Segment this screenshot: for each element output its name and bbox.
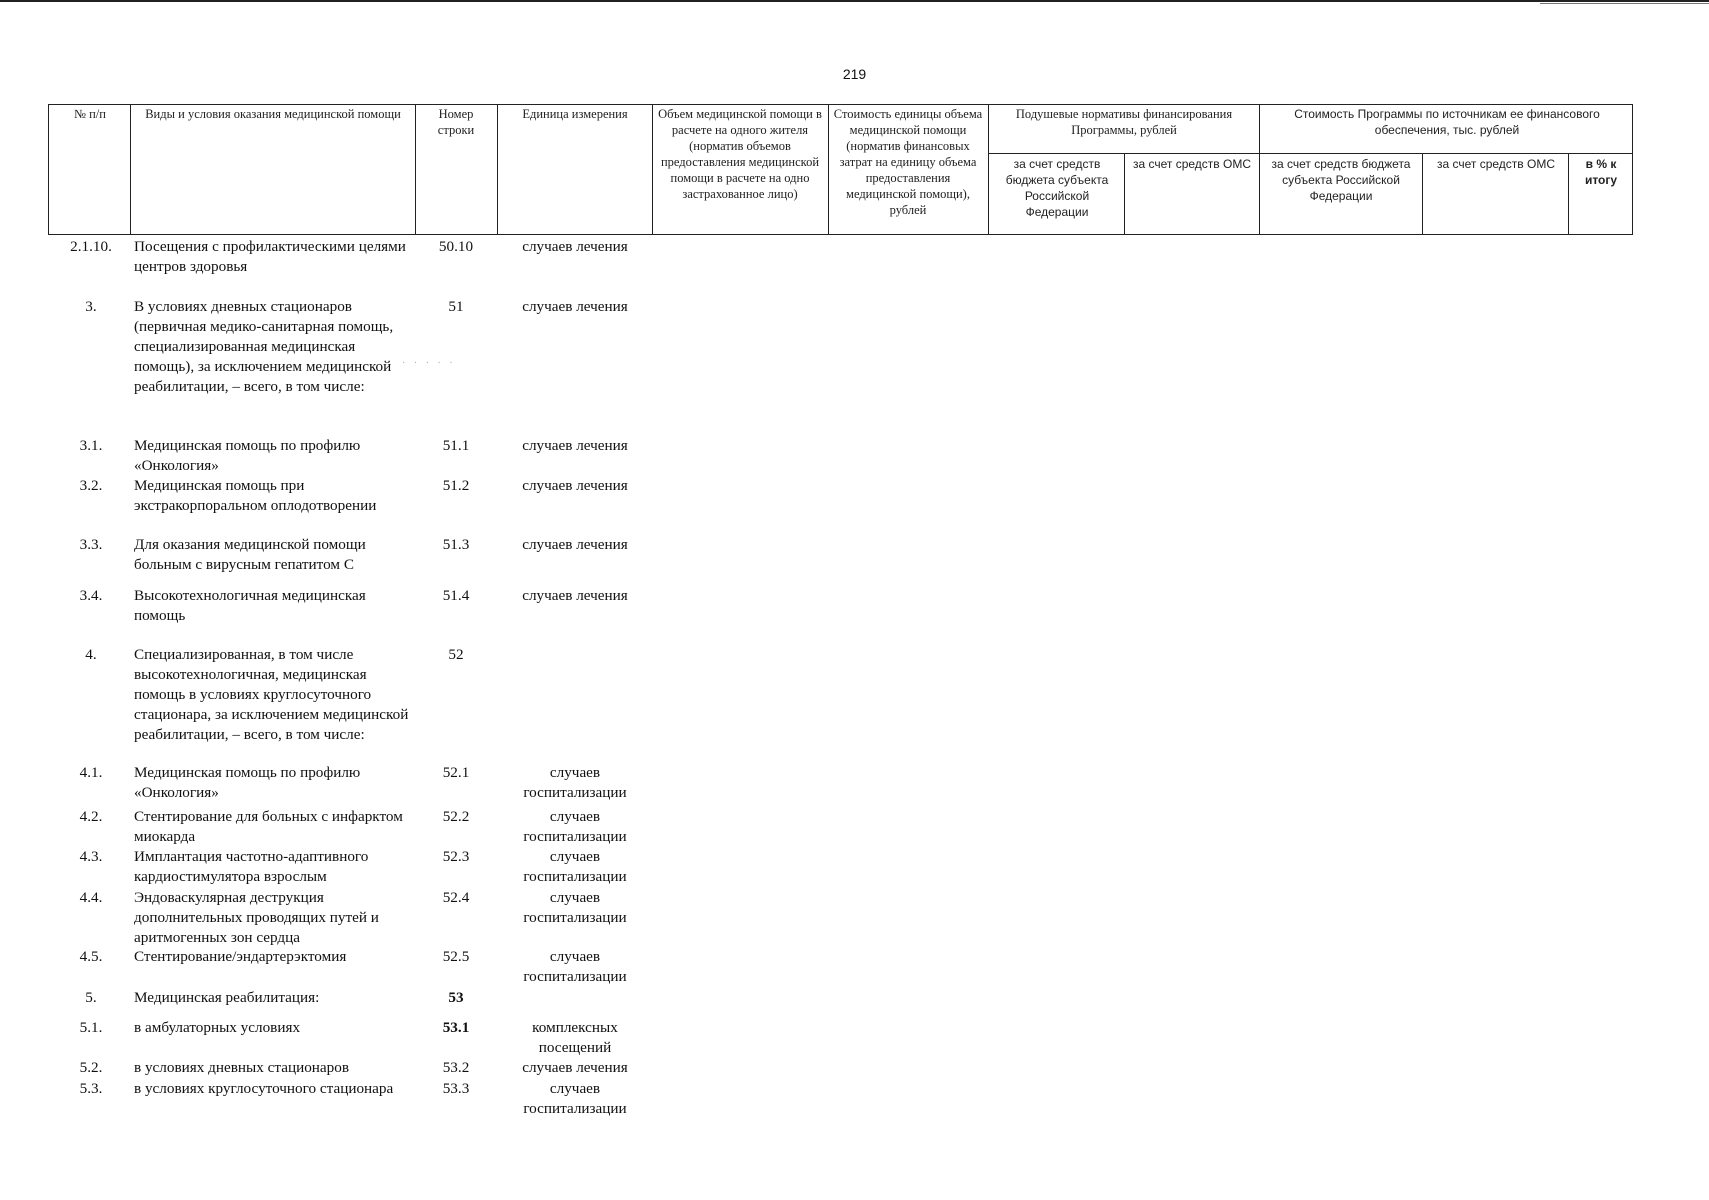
- row-unit: случаев госпитализации: [523, 889, 627, 926]
- top-border-line: [0, 0, 1709, 2]
- row-line: 52.2: [442, 808, 470, 825]
- row-name: Посещения с профилактическими целями центров здоровья: [134, 238, 406, 275]
- row-unit: случаев лечения: [522, 536, 628, 553]
- row-number: 5.2.: [79, 1059, 103, 1076]
- row-number: 4.1.: [79, 764, 103, 781]
- row-number: 4.3.: [79, 848, 103, 865]
- row-line: 51: [448, 298, 464, 315]
- row-line: 53: [448, 989, 464, 1006]
- row-name: Для оказания медицинской помощи больным с вирусным гепатитом С: [134, 536, 366, 573]
- row-name: Медицинская помощь по профилю «Онкология»: [134, 437, 361, 474]
- row-line: 50.10: [438, 238, 474, 255]
- row-line: 51.2: [442, 477, 470, 494]
- row-number: 5.: [85, 989, 97, 1006]
- header-divider: [415, 104, 416, 235]
- row-line: 52.4: [442, 889, 470, 906]
- header-divider: [988, 104, 989, 235]
- row-number: 2.1.10.: [70, 238, 112, 255]
- row-name: В условиях дневных стационаров (первичная медико-санитарная помощь, специализированная медицинская помощь), за исключением медицинской реабилитации, – всего, в том числе:: [134, 298, 394, 395]
- header-cost-percent: в % к итогу: [1584, 157, 1618, 187]
- scan-speckle: · · · · ·: [402, 358, 456, 369]
- row-unit: случаев госпитализации: [523, 808, 627, 845]
- header-divider: [497, 104, 498, 235]
- row-line: 51.4: [442, 587, 470, 604]
- row-unit: случаев госпитализации: [523, 948, 627, 985]
- row-name: Медицинская помощь при экстракорпоральном оплодотворении: [134, 477, 377, 514]
- header-divider: [130, 104, 131, 235]
- row-unit: случаев лечения: [522, 587, 628, 604]
- row-number: 4.: [85, 646, 97, 663]
- header-subdivider: [1124, 153, 1125, 235]
- header-volume: Объем медицинской помощи в расчете на одного жителя (норматив объемов предоставления медицинской помощи в расчете на одно застрахованное лицо): [658, 107, 822, 201]
- row-number: 4.2.: [79, 808, 103, 825]
- row-line: 51.3: [442, 536, 470, 553]
- row-name: Специализированная, в том числе высокотехнологичная, медицинская помощь в условиях круглосуточного стационара, за исключением медицинской реабилитации, – всего, в том числе:: [134, 646, 409, 743]
- row-name: Эндоваскулярная деструкция дополнительных проводящих путей и аритмогенных зон сердца: [134, 889, 379, 946]
- row-unit: случаев лечения: [522, 437, 628, 454]
- header-line: Номер строки: [437, 107, 475, 137]
- row-line: 53.1: [442, 1019, 470, 1036]
- row-unit: случаев госпитализации: [523, 848, 627, 885]
- row-line: 52: [448, 646, 464, 663]
- row-line: 52.5: [442, 948, 470, 965]
- row-name: в амбулаторных условиях: [134, 1019, 301, 1036]
- header-group-underline: [988, 153, 1633, 154]
- header-unit: Единица измерения: [522, 107, 628, 121]
- row-name: Имплантация частотно-адаптивного кардиостимулятора взрослым: [134, 848, 369, 885]
- row-line: 52.1: [442, 764, 470, 781]
- top-border-line-secondary: [1540, 3, 1709, 4]
- row-name: Стентирование для больных с инфарктом миокарда: [134, 808, 403, 845]
- row-number: 3.3.: [79, 536, 103, 553]
- row-number: 4.4.: [79, 889, 103, 906]
- row-unit: комплексных посещений: [532, 1019, 618, 1056]
- header-divider: [652, 104, 653, 235]
- row-number: 3.2.: [79, 477, 103, 494]
- header-kind: Виды и условия оказания медицинской помощи: [145, 107, 401, 121]
- row-unit: случаев лечения: [522, 298, 628, 315]
- header-cost: Стоимость единицы объема медицинской помощи (норматив финансовых затрат на единицу объема предоставления медицинской помощи), рублей: [833, 107, 983, 217]
- header-norms-oms: за счет средств ОМС: [1132, 157, 1252, 171]
- header-divider: [1259, 104, 1260, 235]
- header-norms-group: Подушевые нормативы финансирования Программы, рублей: [1015, 107, 1233, 137]
- row-number: 3.: [85, 298, 97, 315]
- row-unit: случаев лечения: [522, 477, 628, 494]
- row-name: Стентирование/эндартерэктомия: [134, 948, 347, 965]
- page-number: 219: [842, 66, 867, 82]
- row-number: 4.5.: [79, 948, 103, 965]
- row-unit: случаев госпитализации: [523, 764, 627, 801]
- header-number: № п/п: [74, 107, 106, 121]
- row-number: 5.3.: [79, 1080, 103, 1097]
- header-norms-budget: за счет средств бюджета субъекта Российской Федерации: [1005, 157, 1109, 219]
- header-subdivider: [1422, 153, 1423, 235]
- row-name: Высокотехнологичная медицинская помощь: [134, 587, 366, 624]
- row-name: в условиях круглосуточного стационара: [134, 1080, 394, 1097]
- header-cost-budget: за счет средств бюджета субъекта Российской Федерации: [1271, 157, 1411, 203]
- row-line: 52.3: [442, 848, 470, 865]
- row-line: 51.1: [442, 437, 470, 454]
- header-subdivider: [1568, 153, 1569, 235]
- header-cost-group: Стоимость Программы по источникам ее финансового обеспечения, тыс. рублей: [1294, 107, 1600, 137]
- row-line: 53.3: [442, 1080, 470, 1097]
- row-name: в условиях дневных стационаров: [134, 1059, 350, 1076]
- row-name: Медицинская помощь по профилю «Онкология»: [134, 764, 361, 801]
- row-unit: случаев лечения: [522, 238, 628, 255]
- row-unit: случаев госпитализации: [523, 1080, 627, 1117]
- row-line: 53.2: [442, 1059, 470, 1076]
- header-cost-oms: за счет средств ОМС: [1436, 157, 1556, 171]
- row-number: 3.4.: [79, 587, 103, 604]
- header-divider: [828, 104, 829, 235]
- row-unit: случаев лечения: [522, 1059, 628, 1076]
- row-name: Медицинская реабилитация:: [134, 989, 320, 1006]
- row-number: 3.1.: [79, 437, 103, 454]
- row-number: 5.1.: [79, 1019, 103, 1036]
